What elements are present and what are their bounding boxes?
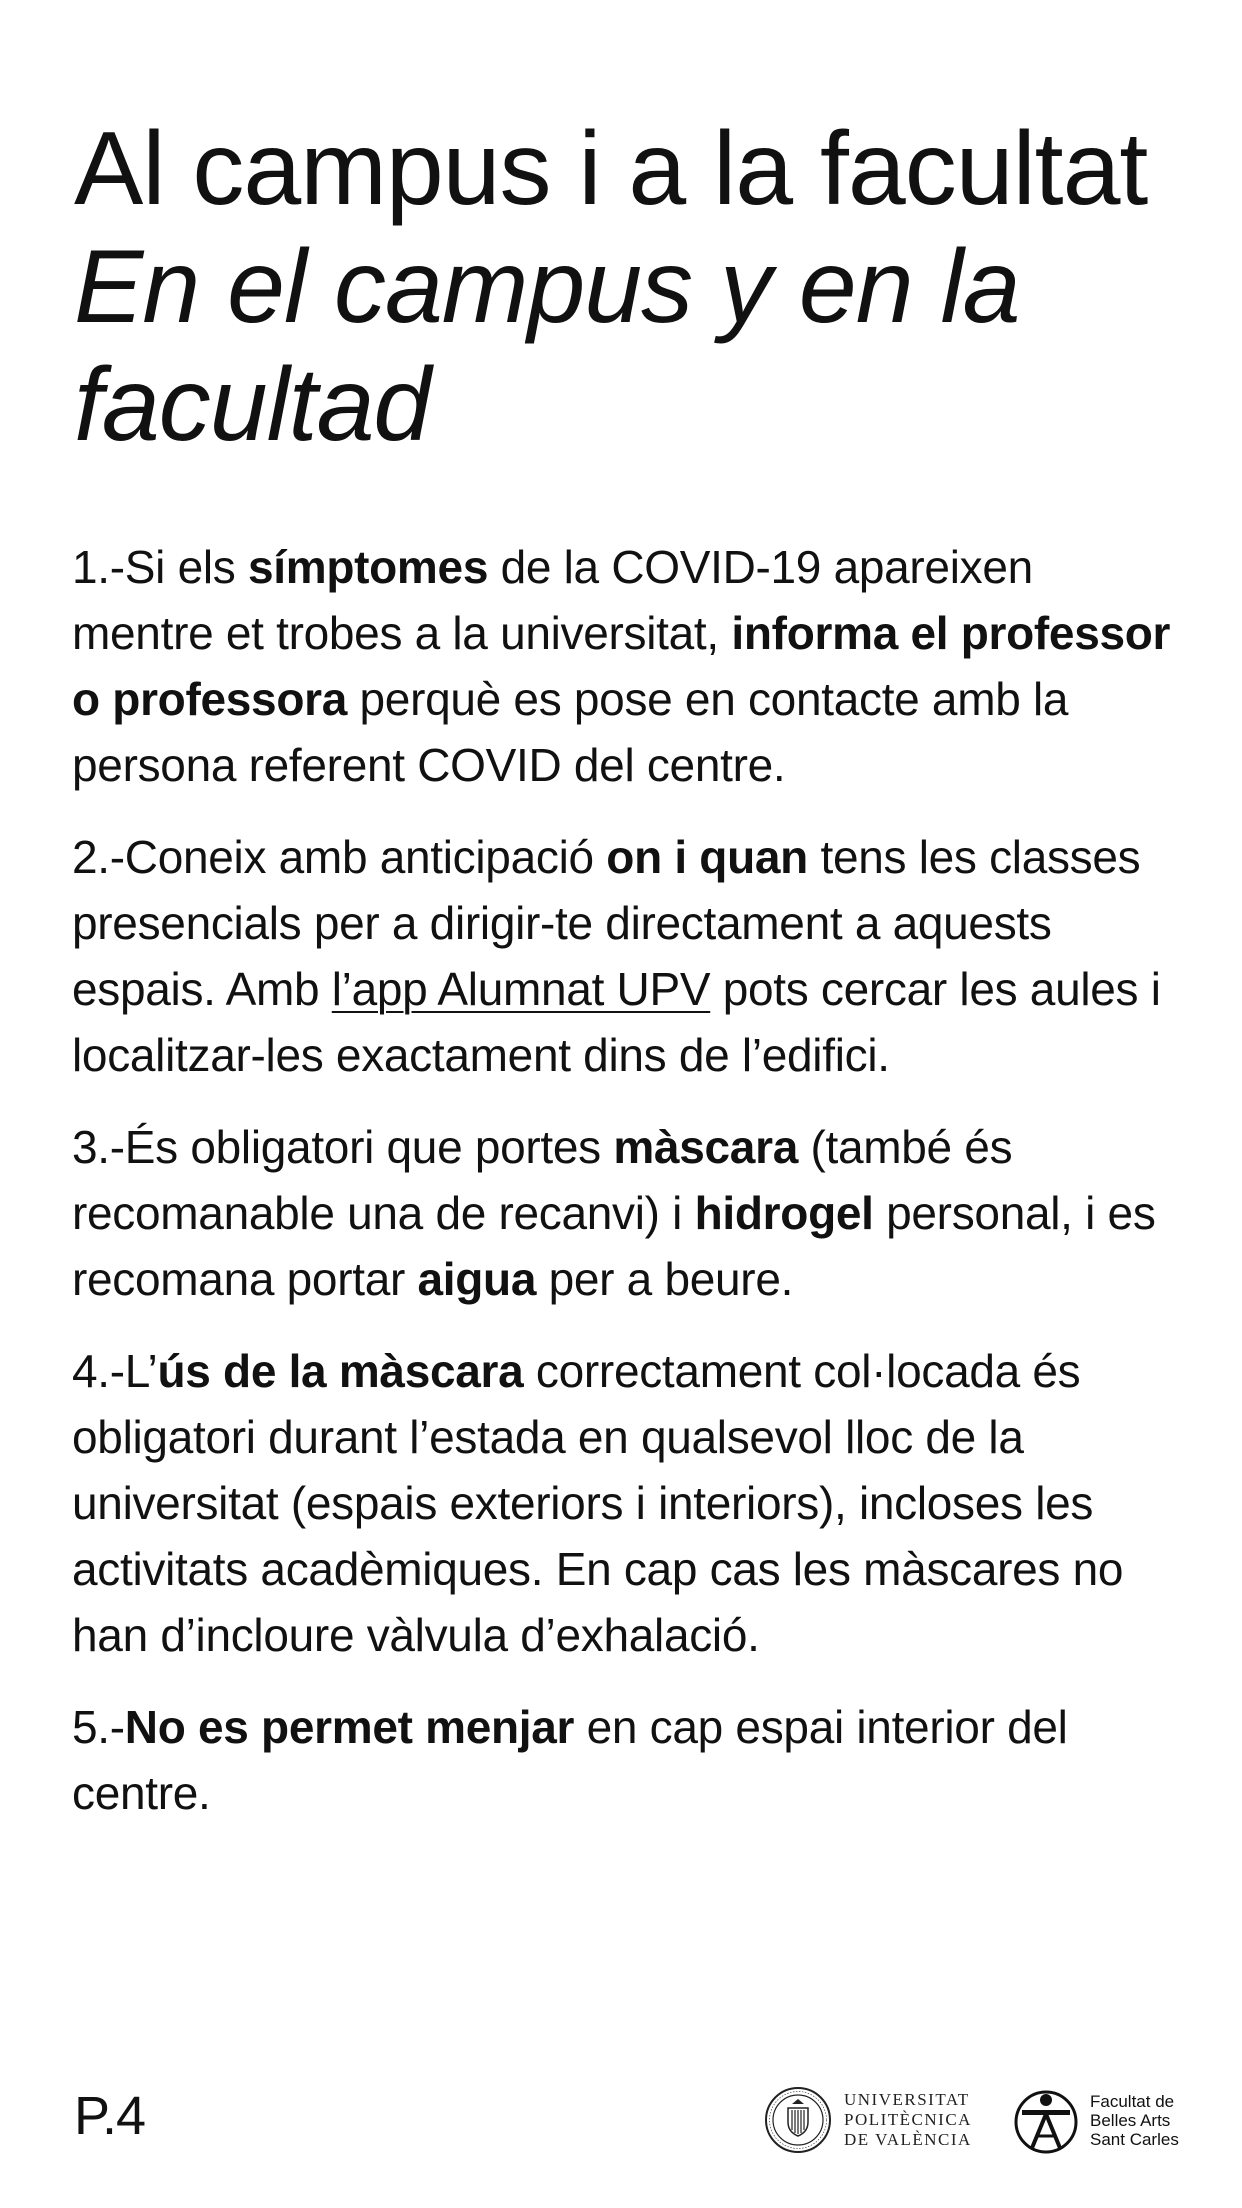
- item-bold: ús de la màscara: [157, 1345, 524, 1397]
- item-text: pots cercar les aules i localitzar-les exactament dins de l’edifici.: [72, 963, 1161, 1081]
- instruction-item-4: [72, 1338, 1182, 1668]
- footer: [74, 2080, 1182, 2170]
- fba-wordmark: [1090, 2092, 1179, 2149]
- item-text: perquè es pose en contacte amb la persona referent COVID del centre.: [72, 673, 1069, 791]
- upv-line: DE VALÈNCIA: [844, 2130, 972, 2149]
- fba-line: Sant Carles: [1090, 2129, 1179, 2149]
- instruction-item-3: [72, 1114, 1182, 1312]
- item-bold: informa el professor o professora: [72, 607, 1171, 725]
- title-catalan: Al campus i a la facultat: [74, 111, 1148, 227]
- title-spanish-line1: En el campus y en la: [74, 229, 1020, 345]
- page-number: P.4: [74, 2086, 146, 2146]
- upv-wordmark: [844, 2090, 972, 2150]
- item-text: tens les classes presencials per a dirigir-te directament a aquests espais. Amb: [72, 831, 1141, 1015]
- app-alumnat-link[interactable]: l’app Alumnat UPV: [331, 963, 711, 1015]
- title-block: [74, 110, 1184, 464]
- item-text: 1.-Si els: [72, 541, 248, 593]
- item-bold: on i quan: [606, 831, 808, 883]
- item-text: de la COVID-19 apareixen mentre et trobes a la universitat,: [72, 541, 1033, 659]
- instruction-item-5: [72, 1694, 1182, 1826]
- fba-logo: [1012, 2080, 1179, 2160]
- fba-line: Facultat de: [1090, 2091, 1175, 2111]
- upv-seal-icon: [764, 2086, 832, 2154]
- item-bold: símptomes: [247, 541, 489, 593]
- instruction-list: [72, 534, 1182, 1852]
- upv-line: POLITÈCNICA: [844, 2110, 972, 2129]
- item-text: 3.-És obligatori que portes: [72, 1121, 614, 1173]
- upv-line: UNIVERSITAT: [844, 2090, 970, 2109]
- instruction-item-2: [72, 824, 1182, 1088]
- title-spanish-line2: facultad: [74, 347, 431, 463]
- fba-line: Belles Arts: [1090, 2110, 1171, 2130]
- item-text: (també és recomanable una de recanvi) i: [72, 1121, 1013, 1239]
- item-bold: hidrogel: [694, 1187, 874, 1239]
- item-text: per a beure.: [536, 1253, 794, 1305]
- item-text: correctament col·locada és obligatori durant l’estada en qualsevol lloc de la universitat (espais exteriors i interiors), incloses les activitats acadèmiques. En cap cas les màscares no han d’incloure vàlvula d’exhalació.: [72, 1345, 1124, 1661]
- item-text: 4.-L’: [72, 1345, 158, 1397]
- item-text: personal, i es recomana portar: [72, 1187, 1156, 1305]
- item-text: 5.-: [72, 1701, 125, 1753]
- item-text: 2.-Coneix amb anticipació: [72, 831, 607, 883]
- item-bold: màscara: [613, 1121, 798, 1173]
- item-text: en cap espai interior del centre.: [72, 1701, 1068, 1819]
- vitruvian-emblem-icon: [1012, 2086, 1080, 2154]
- instruction-item-1: [72, 534, 1182, 798]
- upv-logo: [764, 2080, 972, 2160]
- item-bold: aigua: [417, 1253, 537, 1305]
- item-bold: No es permet menjar: [124, 1701, 575, 1753]
